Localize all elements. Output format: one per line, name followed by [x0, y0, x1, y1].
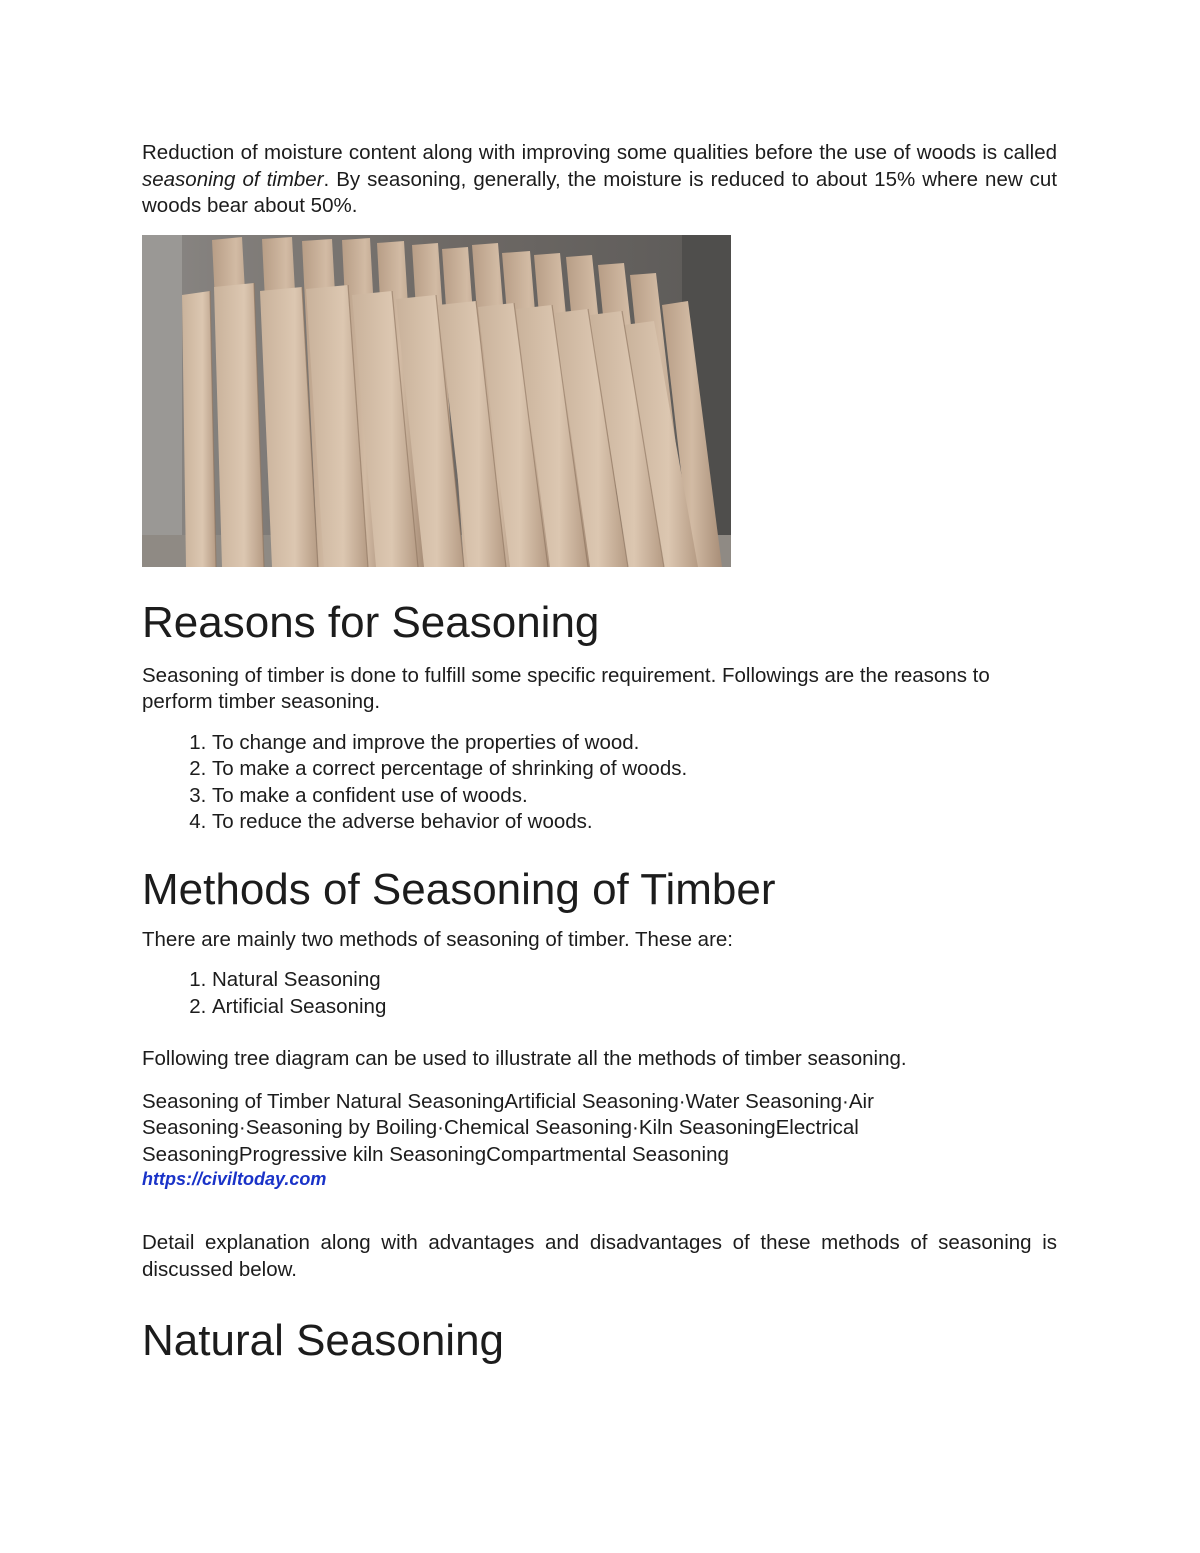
list-item: 2. To make a correct percentage of shrinking of woods.	[212, 756, 1057, 783]
list-item: 1. Natural Seasoning	[212, 967, 1057, 994]
intro-text-1: Reduction of moisture content along with improving some qualities before the use of woods is called	[142, 141, 1057, 164]
reasons-heading: Reasons for Seasoning	[142, 597, 600, 647]
intro-emphasis: seasoning of timber	[142, 167, 324, 191]
list-item: 3. To make a confident use of woods.	[212, 783, 1057, 810]
methods-paragraph: There are mainly two methods of seasoning of timber. These are:	[142, 927, 734, 951]
natural-seasoning-heading: Natural Seasoning	[142, 1316, 505, 1365]
methods-heading: Methods of Seasoning of Timber	[142, 864, 776, 914]
intro-paragraph	[142, 140, 1057, 220]
source-link[interactable]: https://civiltoday.com	[142, 1169, 327, 1189]
detail-paragraph: Detail explanation along with advantages and disadvantages of these methods of seasoning is discussed below.	[142, 1231, 1057, 1281]
methods-list	[142, 967, 1057, 1020]
tree-diagram-text: Seasoning of Timber Natural SeasoningArtificial Seasoning·Water Seasoning·Air Seasoning·Seasoning by Boiling·Chemical Seasoning·Kiln SeasoningElectrical SeasoningProgressive kiln SeasoningCompartmental Seasoning	[142, 1089, 874, 1166]
intro-text-2: . By seasoning, generally, the moisture is reduced to about 15% where new cut woods bear about 50%.	[142, 167, 1058, 217]
tree-intro-paragraph: Following tree diagram can be used to illustrate all the methods of timber seasoning.	[142, 1047, 907, 1070]
list-item: 4. To reduce the adverse behavior of woods.	[212, 809, 1057, 836]
reasons-list	[142, 730, 1057, 836]
list-item: 2. Artificial Seasoning	[212, 994, 1057, 1021]
document-page	[142, 140, 1057, 1367]
timber-planks-photo	[142, 235, 731, 567]
reasons-paragraph: Seasoning of timber is done to fulfill some specific requirement. Followings are the reasons to perform timber seasoning.	[142, 663, 990, 713]
list-item: 1. To change and improve the properties of wood.	[212, 730, 1057, 757]
